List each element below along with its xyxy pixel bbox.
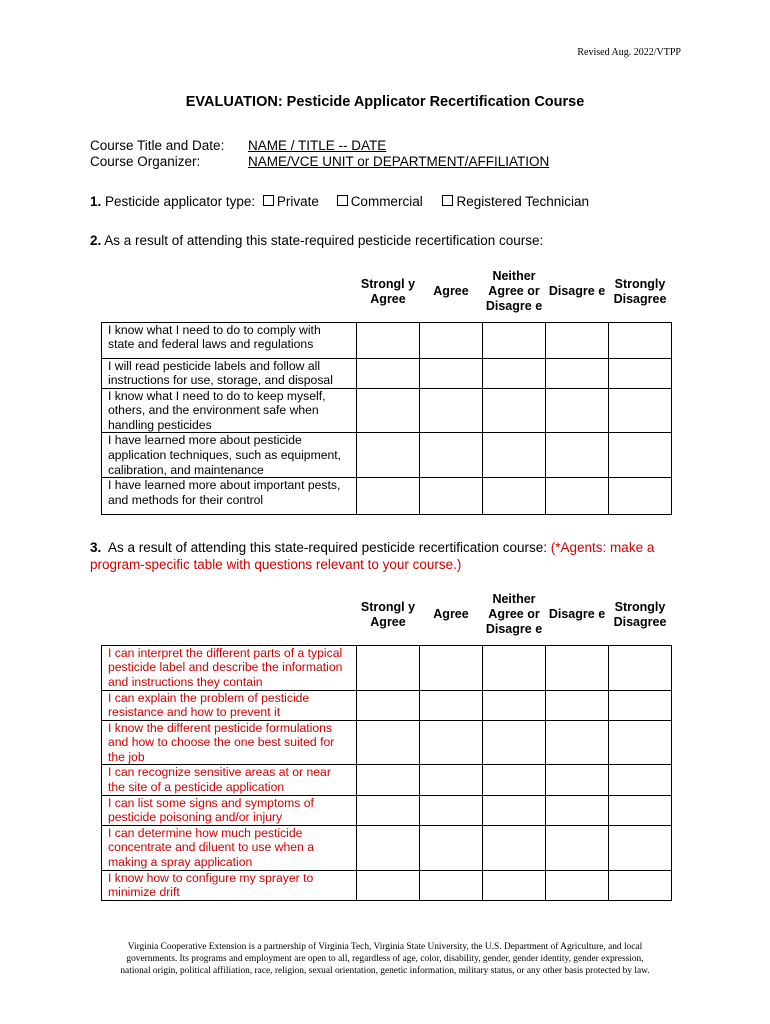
- rating-cell[interactable]: [546, 765, 609, 795]
- question-3-text: As a result of attending this state-required pesticide recertification course:: [108, 540, 548, 555]
- rating-cell[interactable]: [483, 478, 546, 515]
- rating-cell[interactable]: [546, 388, 609, 433]
- rating-cell[interactable]: [357, 765, 420, 795]
- option-private[interactable]: [263, 194, 319, 209]
- checkbox-icon[interactable]: [263, 195, 274, 206]
- footer-line: Virginia Cooperative Extension is a partnership of Virginia Tech, Virginia State University, the U.S. Department of Agriculture, and local: [127, 942, 643, 952]
- col-header: Agree: [433, 607, 469, 622]
- rating-cell[interactable]: [546, 322, 609, 358]
- rating-cell[interactable]: [609, 825, 672, 870]
- table-row: [102, 358, 672, 388]
- rating-cell[interactable]: [483, 388, 546, 433]
- col-header: Disagre e: [548, 284, 606, 299]
- rating-cell[interactable]: [420, 478, 483, 515]
- rating-cell[interactable]: [609, 690, 672, 720]
- rating-cell[interactable]: [546, 645, 609, 690]
- question-3: [90, 540, 690, 573]
- course-organizer-label: Course Organizer:: [90, 154, 201, 169]
- rating-cell[interactable]: [420, 765, 483, 795]
- question-2-text: As a result of attending this state-required pesticide recertification course:: [104, 233, 544, 248]
- rating-cell[interactable]: [483, 765, 546, 795]
- rating-cell[interactable]: [609, 322, 672, 358]
- rating-cell[interactable]: [357, 720, 420, 765]
- rating-cell[interactable]: [420, 825, 483, 870]
- statement-cell: I know the different pesticide formulations and how to choose the one best suited for the job: [102, 720, 357, 765]
- rating-cell[interactable]: [546, 720, 609, 765]
- rating-cell[interactable]: [420, 690, 483, 720]
- option-commercial[interactable]: [337, 194, 423, 209]
- rating-cell[interactable]: [546, 795, 609, 825]
- statement-cell: I know what I need to do to keep myself, others, and the environment safe when handling pesticides: [102, 388, 357, 433]
- table-row: [102, 720, 672, 765]
- question-2-number: 2.: [90, 233, 102, 248]
- option-registered-technician-label: Registered Technician: [456, 194, 590, 209]
- rating-cell[interactable]: [609, 870, 672, 900]
- table-row: [102, 765, 672, 795]
- statement-cell: I can list some signs and symptoms of pesticide poisoning and/or injury: [102, 795, 357, 825]
- statement-cell: I know what I need to do to comply with state and federal laws and regulations: [102, 322, 357, 358]
- rating-table-q3: [101, 585, 672, 901]
- rating-cell[interactable]: [420, 322, 483, 358]
- question-3-number: 3.: [90, 540, 102, 555]
- statement-cell: I will read pesticide labels and follow all instructions for use, storage, and disposal: [102, 358, 357, 388]
- question-1-text: Pesticide applicator type:: [105, 194, 256, 209]
- statement-cell: I have learned more about pesticide application techniques, such as equipment, calibration, and maintenance: [102, 433, 357, 478]
- rating-cell[interactable]: [357, 322, 420, 358]
- rating-cell[interactable]: [357, 870, 420, 900]
- rating-cell[interactable]: [609, 358, 672, 388]
- rating-cell[interactable]: [357, 478, 420, 515]
- rating-cell[interactable]: [357, 358, 420, 388]
- col-header: Neither Agree or Disagre e: [485, 592, 543, 637]
- agent-note: (*Agents: make a program-specific table with questions relevant to your course.): [90, 540, 655, 572]
- checkbox-icon[interactable]: [442, 195, 453, 206]
- statement-cell: I can explain the problem of pesticide resistance and how to prevent it: [102, 690, 357, 720]
- course-title-value[interactable]: NAME / TITLE -- DATE: [248, 138, 387, 153]
- question-1-number: 1.: [90, 194, 102, 209]
- rating-cell[interactable]: [357, 433, 420, 478]
- course-organizer-line: [90, 154, 549, 169]
- rating-cell[interactable]: [420, 645, 483, 690]
- rating-cell[interactable]: [546, 825, 609, 870]
- rating-cell[interactable]: [420, 433, 483, 478]
- table-row: [102, 433, 672, 478]
- rating-cell[interactable]: [420, 795, 483, 825]
- table-row: [102, 795, 672, 825]
- checkbox-icon[interactable]: [337, 195, 348, 206]
- rating-cell[interactable]: [546, 478, 609, 515]
- rating-cell[interactable]: [609, 433, 672, 478]
- rating-cell[interactable]: [483, 358, 546, 388]
- rating-cell[interactable]: [546, 433, 609, 478]
- course-title-line: [90, 138, 386, 153]
- rating-cell[interactable]: [357, 645, 420, 690]
- rating-cell[interactable]: [546, 870, 609, 900]
- footer-disclaimer: [0, 941, 770, 977]
- col-header: Strongly Disagree: [613, 276, 667, 306]
- option-registered-technician[interactable]: [442, 194, 589, 209]
- revision-note: Revised Aug. 2022/VTPP: [577, 47, 681, 58]
- option-commercial-label: Commercial: [350, 194, 423, 209]
- table-header-blank: [102, 585, 357, 645]
- table-row: [102, 870, 672, 900]
- table-row: [102, 322, 672, 358]
- rating-cell[interactable]: [546, 690, 609, 720]
- table-row: [102, 690, 672, 720]
- rating-cell[interactable]: [420, 720, 483, 765]
- statement-cell: I have learned more about important pests, and methods for their control: [102, 478, 357, 515]
- col-header: Strongl y Agree: [360, 599, 416, 629]
- table-row: [102, 825, 672, 870]
- rating-cell[interactable]: [609, 645, 672, 690]
- table-header-blank: [102, 262, 357, 322]
- statement-cell: I can recognize sensitive areas at or near the site of a pesticide application: [102, 765, 357, 795]
- question-2: [90, 233, 543, 248]
- col-header: Agree: [433, 284, 469, 299]
- statement-cell: I can interpret the different parts of a typical pesticide label and describe the information and instructions they contain: [102, 645, 357, 690]
- rating-cell[interactable]: [546, 358, 609, 388]
- rating-cell[interactable]: [420, 870, 483, 900]
- rating-cell[interactable]: [420, 358, 483, 388]
- footer-line: governments. Its programs and employment are open to all, regardless of age, color, disability, gender, gender identity, gender expression,: [126, 954, 644, 964]
- course-organizer-value[interactable]: NAME/VCE UNIT or DEPARTMENT/AFFILIATION: [248, 154, 550, 169]
- rating-cell[interactable]: [609, 388, 672, 433]
- rating-cell[interactable]: [609, 765, 672, 795]
- course-title-label: Course Title and Date:: [90, 138, 225, 153]
- rating-cell[interactable]: [609, 720, 672, 765]
- statement-cell: I can determine how much pesticide concentrate and diluent to use when a making a spray application: [102, 825, 357, 870]
- rating-cell[interactable]: [483, 825, 546, 870]
- rating-cell[interactable]: [483, 795, 546, 825]
- table-row: [102, 478, 672, 515]
- rating-cell[interactable]: [483, 322, 546, 358]
- rating-table-q2: [101, 262, 672, 515]
- rating-cell[interactable]: [609, 478, 672, 515]
- rating-cell[interactable]: [420, 388, 483, 433]
- col-header: Strongl y Agree: [360, 276, 416, 306]
- question-1: [90, 194, 589, 209]
- statement-cell: I know how to configure my sprayer to minimize drift: [102, 870, 357, 900]
- table-row: [102, 645, 672, 690]
- col-header: Neither Agree or Disagre e: [485, 269, 543, 314]
- page-title: EVALUATION: Pesticide Applicator Recertification Course: [185, 94, 585, 110]
- rating-cell[interactable]: [357, 795, 420, 825]
- rating-cell[interactable]: [357, 388, 420, 433]
- footer-line: national origin, political affiliation, race, religion, sexual orientation, genetic information, military status, or any other basis protected by law.: [120, 966, 650, 976]
- rating-cell[interactable]: [609, 795, 672, 825]
- rating-cell[interactable]: [483, 433, 546, 478]
- col-header: Strongly Disagree: [613, 599, 667, 629]
- col-header: Disagre e: [548, 607, 606, 622]
- rating-cell[interactable]: [357, 690, 420, 720]
- rating-cell[interactable]: [483, 645, 546, 690]
- rating-cell[interactable]: [357, 825, 420, 870]
- rating-cell[interactable]: [483, 690, 546, 720]
- rating-cell[interactable]: [483, 870, 546, 900]
- option-private-label: Private: [276, 194, 319, 209]
- table-row: [102, 388, 672, 433]
- rating-cell[interactable]: [483, 720, 546, 765]
